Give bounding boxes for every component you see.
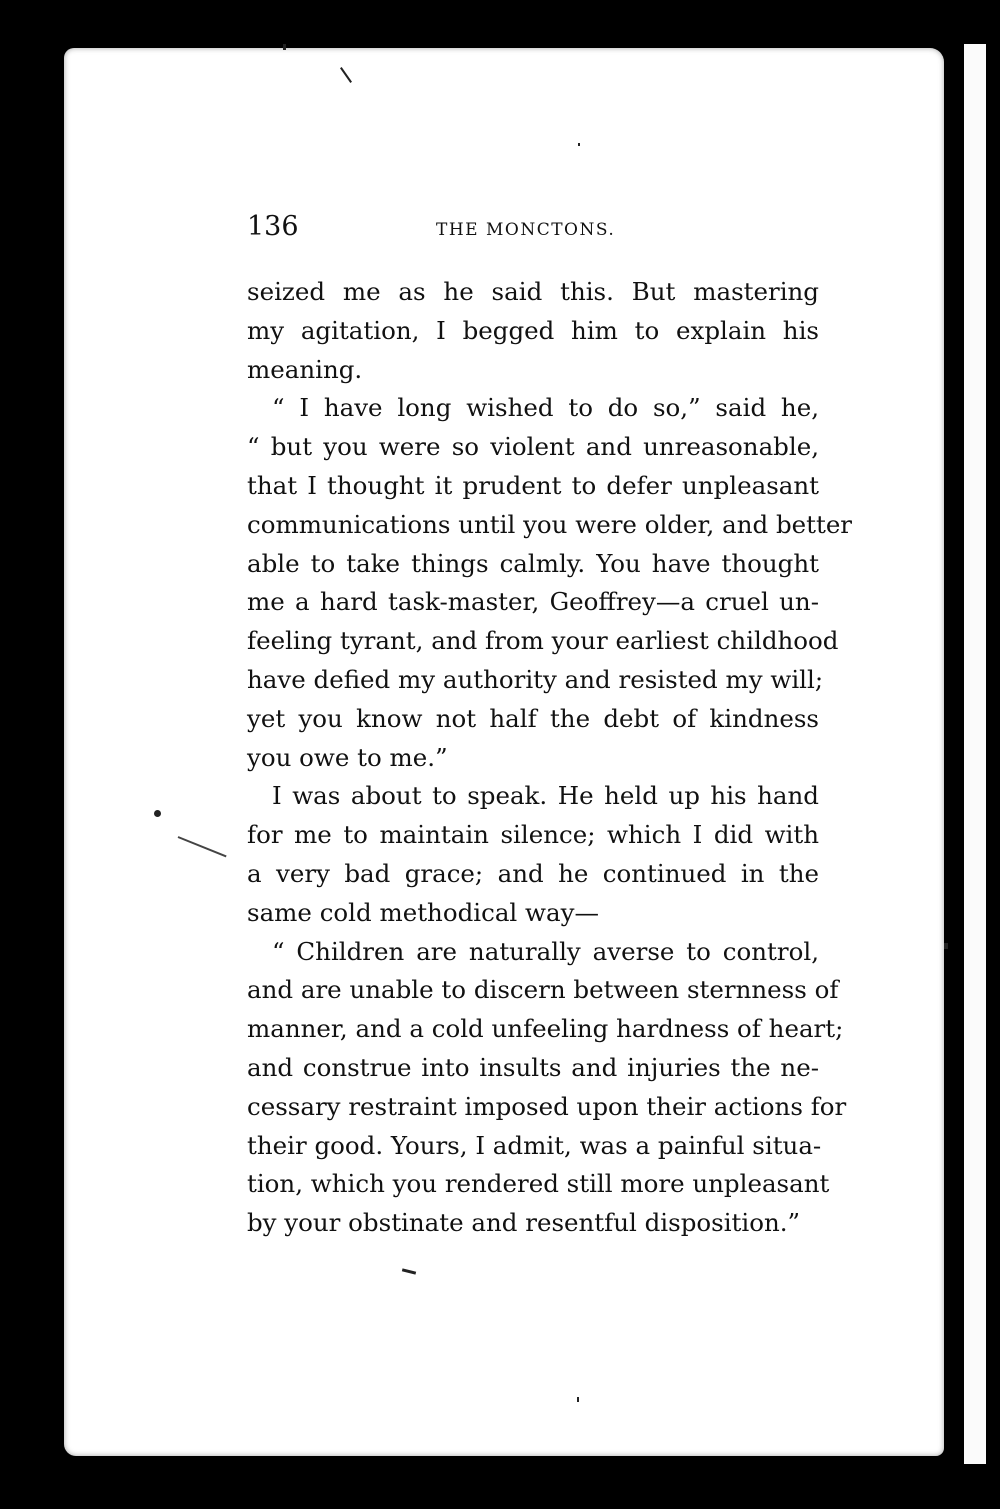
scan-speck <box>577 1397 579 1402</box>
text-line: able to take things calmly. You have thought <box>247 548 819 578</box>
text-line: me a hard task-master, Geoffrey—a cruel un- <box>247 587 819 617</box>
text-line: communications until you were older, and better <box>247 509 853 539</box>
running-head: THE MONCTONS. <box>436 220 616 240</box>
page-header <box>247 206 827 246</box>
adjacent-page-edge <box>964 44 986 1464</box>
text-line: a very bad grace; and he continued in the <box>247 858 819 888</box>
scan-speck <box>944 943 948 949</box>
scan-speck <box>283 44 286 50</box>
text-line: you owe to me.” <box>247 742 448 772</box>
text-line: feeling tyrant, and from your earliest childhood <box>247 626 839 656</box>
text-line: meaning. <box>247 354 363 384</box>
text-line: tion, which you rendered still more unpleasant <box>247 1169 830 1199</box>
scan-speck <box>578 143 580 146</box>
text-line: have defied my authority and resisted my will; <box>247 664 824 694</box>
text-line: “ I have long wished to do so,” said he, <box>272 393 819 423</box>
text-line: seized me as he said this. But mastering <box>247 277 819 306</box>
text-line: same cold methodical way— <box>247 897 599 927</box>
scan-speck <box>154 810 161 817</box>
text-line: cessary restraint imposed upon their actions for <box>247 1091 847 1121</box>
text-line: for me to maintain silence; which I did with <box>247 820 819 850</box>
text-line: “ Children are naturally averse to control, <box>272 936 819 966</box>
body-text <box>247 273 853 1243</box>
text-line: that I thought it prudent to defer unpleasant <box>247 470 819 500</box>
page-number: 136 <box>247 211 299 242</box>
text-line: my agitation, I begged him to explain his <box>247 315 819 345</box>
text-line: manner, and a cold unfeeling hardness of heart; <box>247 1014 844 1044</box>
text-line: “ but you were so violent and unreasonable, <box>247 432 819 462</box>
text-line: their good. Yours, I admit, was a painful situa- <box>247 1130 822 1160</box>
text-line: yet you know not half the debt of kindness <box>247 703 819 733</box>
text-line: I was about to speak. He held up his hand <box>272 781 819 811</box>
text-line: and are unable to discern between sternness of <box>247 975 839 1005</box>
text-line: and construe into insults and injuries the ne- <box>247 1052 819 1082</box>
text-line: by your obstinate and resentful disposition.” <box>247 1208 801 1238</box>
